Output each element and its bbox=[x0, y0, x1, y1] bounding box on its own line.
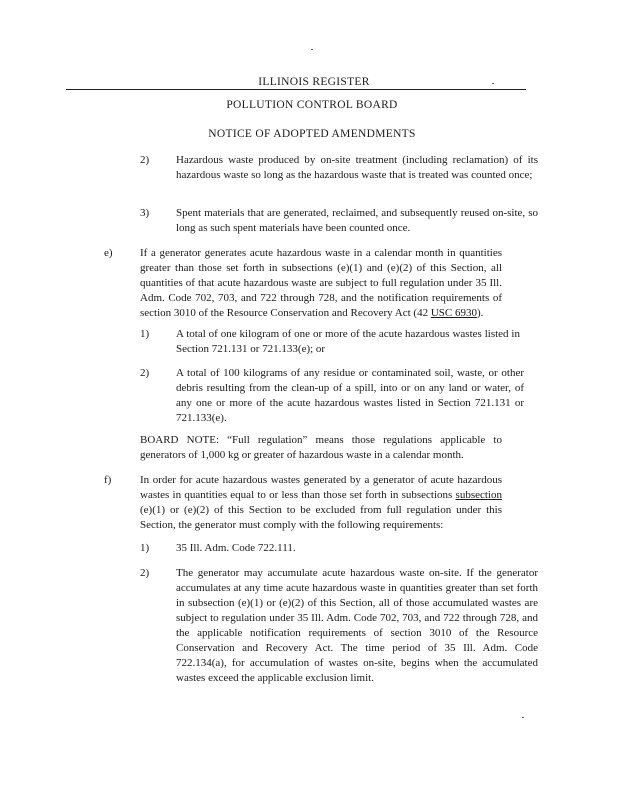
scan-speck bbox=[522, 717, 524, 718]
item-f-text-after: (e)(1) or (e)(2) of this Section to be excluded from full regulation under this Section, the generator must comply with the following requirements: bbox=[140, 504, 502, 531]
item-f-text bbox=[140, 473, 502, 533]
register-title: ILLINOIS REGISTER bbox=[258, 76, 370, 88]
item-f-label: f) bbox=[104, 474, 112, 486]
board-note: BOARD NOTE: “Full regulation” means those regulations applicable to generators of 1,000 kg or greater of hazardous waste in a calendar month. bbox=[140, 434, 502, 461]
item-f2-label: 2) bbox=[140, 567, 150, 579]
item-f1-label: 1) bbox=[140, 542, 150, 554]
item-f-text-before: In order for acute hazardous wastes generated by a generator of acute hazardous wastes in quantities equal to or less than those set forth in subsections bbox=[140, 474, 502, 501]
scan-speck bbox=[311, 49, 313, 50]
item-f1-text: 35 Ill. Adm. Code 722.111. bbox=[176, 542, 296, 554]
item-b2-label: 2) bbox=[140, 154, 150, 166]
header-rule bbox=[66, 89, 526, 90]
notice-title: NOTICE OF ADOPTED AMENDMENTS bbox=[208, 128, 416, 140]
item-e-text-before: If a generator generates acute hazardous waste in a calendar month in quantities greater than those set forth in subsections (e)(1) and (e)(2) of this Section, all quantities of that acute hazardous waste are subject to full regulation under 35 Ill. Adm. Code 702, 703, and 722 through 728, and the notification requirements of section 3010 of the Resource Conservation and Recovery Act (42 bbox=[140, 247, 502, 319]
item-e1-label: 1) bbox=[140, 328, 150, 340]
usc-citation: USC 6930 bbox=[430, 307, 477, 319]
board-title: POLLUTION CONTROL BOARD bbox=[226, 99, 398, 111]
item-b3-text: Spent materials that are generated, reclaimed, and subsequently reused on-site, so long as such spent materials have been counted once. bbox=[176, 207, 538, 234]
item-e-text bbox=[140, 246, 502, 321]
subsection-underlined: subsection bbox=[455, 489, 502, 501]
item-b3-label: 3) bbox=[140, 207, 150, 219]
item-f2-text: The generator may accumulate acute hazardous waste on-site. If the generator accumulates at any time acute hazardous waste in quantities greater than set forth in subsection (e)(1) or (e)(2) of this Section, all of those accumulated wastes are subject to regulation under 35 Ill. Adm. Code 702, 703, and 722 through 728, and the applicable notification requirements of section 3010 of the Resource Conservation and Recovery Act. The time period of 35 Ill. Adm. Code 722.134(a), for accumulation of wastes on-site, begins when the accumulated wastes exceed the applicable exclusion limit. bbox=[176, 567, 538, 684]
item-e-label: e) bbox=[104, 247, 113, 259]
item-e2-text: A total of 100 kilograms of any residue or contaminated soil, waste, or other debris resulting from the clean-up of a spill, into or on any land or water, of any one or more of the acute hazardous wastes listed in Section 721.131 or 721.133(e). bbox=[176, 367, 524, 424]
item-e1-text: A total of one kilogram of one or more of the acute hazardous wastes listed in Section 721.131 or 721.133(e); or bbox=[176, 328, 520, 355]
item-b2-text: Hazardous waste produced by on-site treatment (including reclamation) of its hazardous waste so long as the hazardous waste that is treated was counted once; bbox=[176, 154, 538, 181]
item-e2-label: 2) bbox=[140, 367, 150, 379]
item-e-text-after: ). bbox=[476, 307, 484, 319]
